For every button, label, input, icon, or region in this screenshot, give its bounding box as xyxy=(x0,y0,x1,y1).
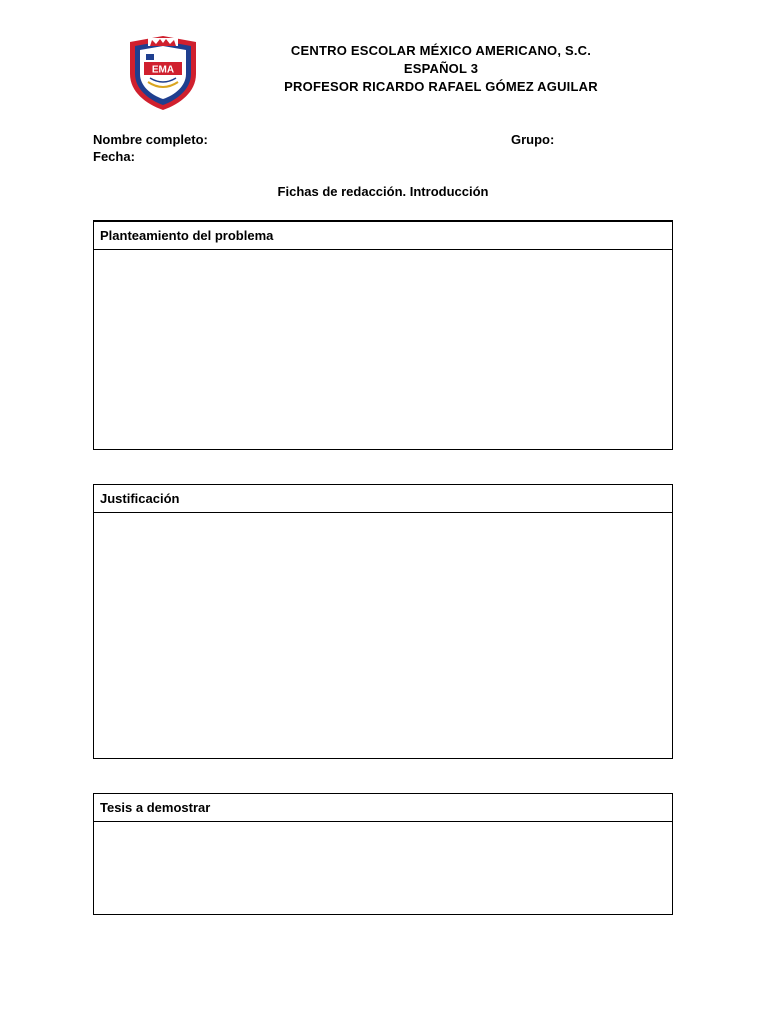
school-name: CENTRO ESCOLAR MÉXICO AMERICANO, S.C. xyxy=(290,43,592,58)
shield-crest-icon xyxy=(126,34,200,112)
school-logo xyxy=(126,34,200,112)
fecha-field-label: Fecha: xyxy=(93,149,135,164)
teacher-name: PROFESOR RICARDO RAFAEL GÓMEZ AGUILAR xyxy=(284,79,598,94)
subject-name: ESPAÑOL 3 xyxy=(403,61,479,76)
document-title: Fichas de redacción. Introducción xyxy=(277,184,489,199)
section-heading: Justificación xyxy=(94,485,672,513)
section-heading: Planteamiento del problema xyxy=(94,222,672,250)
section-justificacion xyxy=(93,484,673,759)
logo-text: EMA xyxy=(151,64,175,76)
nombre-field-label: Nombre completo: xyxy=(93,132,208,147)
section-planteamiento xyxy=(93,220,673,450)
section-tesis xyxy=(93,793,673,915)
section-heading: Tesis a demostrar xyxy=(94,794,672,822)
grupo-field-label: Grupo: xyxy=(511,132,555,147)
